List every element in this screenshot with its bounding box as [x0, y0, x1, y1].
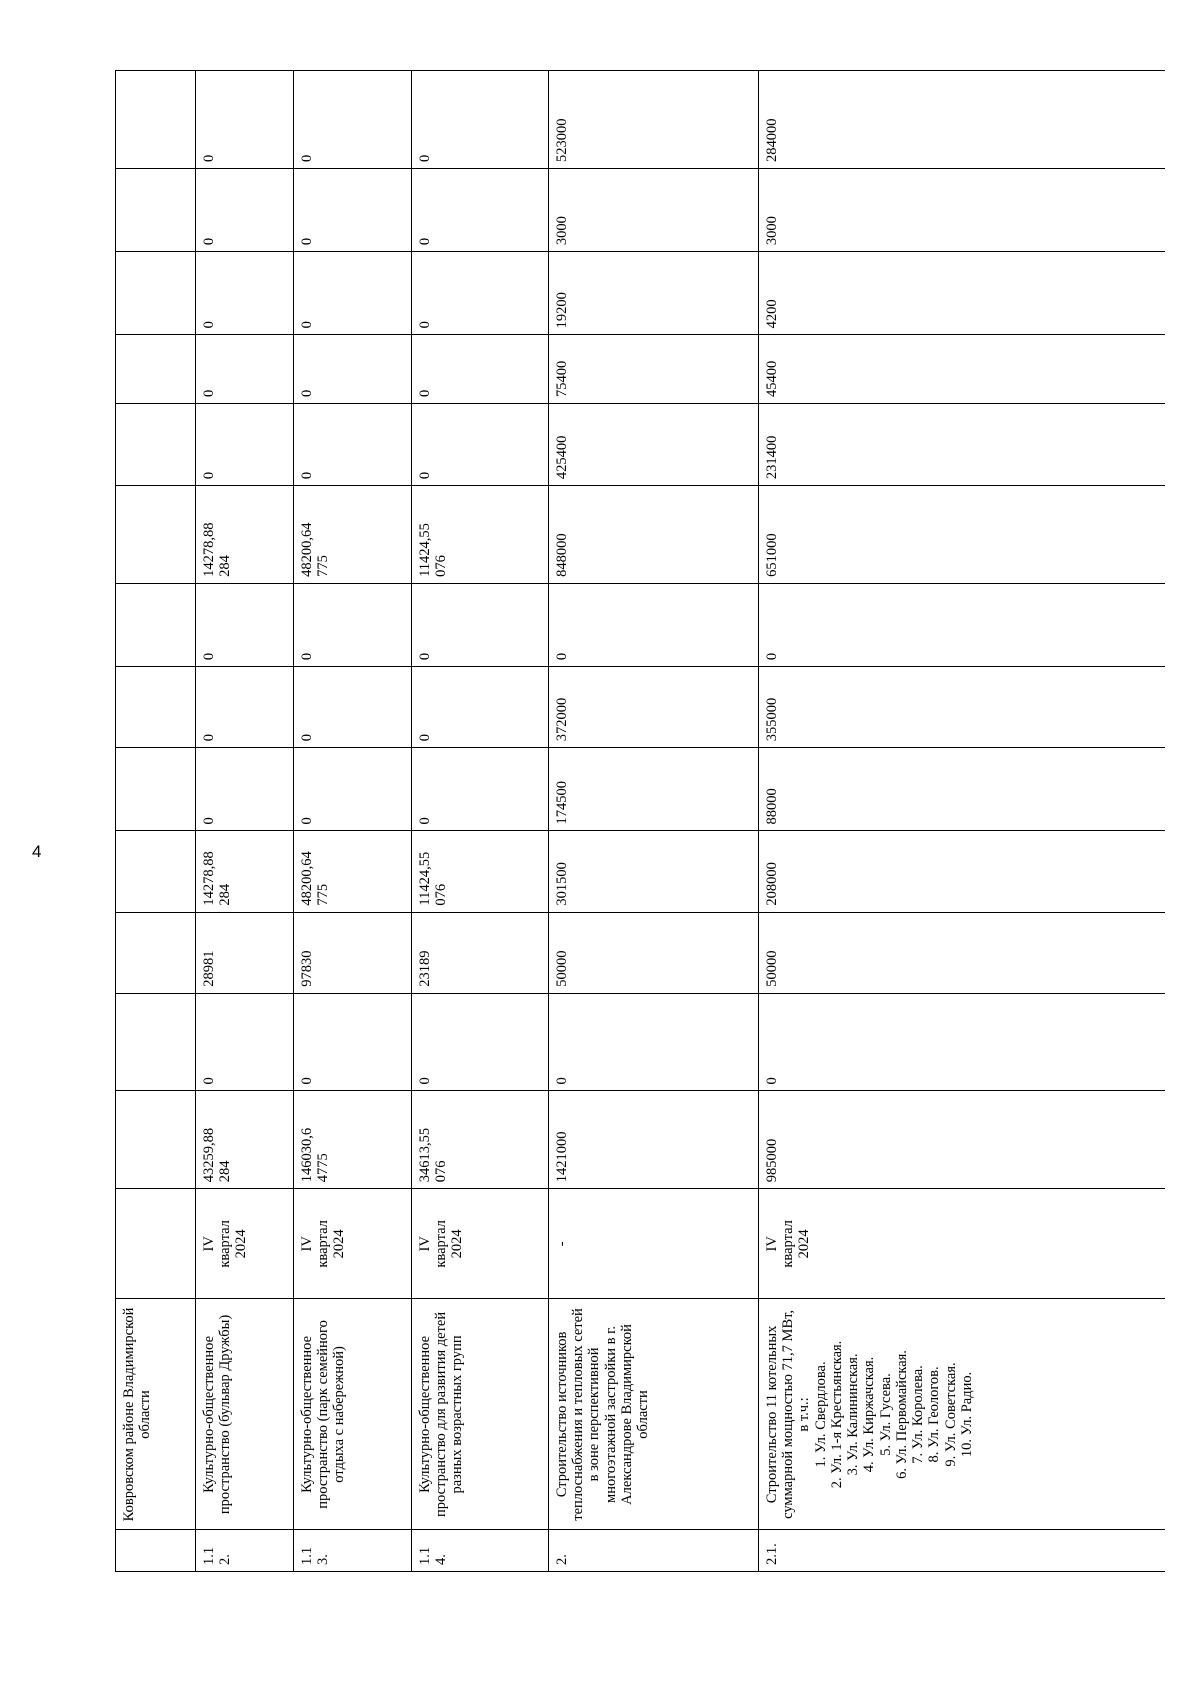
value-cell: 0 — [196, 583, 294, 666]
row-number-cell: 1.1 2. — [196, 1530, 294, 1572]
value-cell: 23189 — [412, 912, 549, 993]
value-cell: 146030,6 4775 — [294, 1091, 412, 1189]
row-number-cell: 2.1. — [759, 1530, 1166, 1572]
value-cell: 174500 — [549, 748, 759, 831]
object-name-cell: Культурно-общественное пространство для развития детей разных возрастных групп — [412, 1299, 549, 1530]
value-cell: 0 — [196, 252, 294, 335]
street-list-item: 7. Ул. Королева. — [910, 1365, 927, 1464]
value-cell: 372000 — [549, 667, 759, 748]
street-list-item: 5. Ул. Гусева. — [877, 1373, 894, 1456]
financing-table — [115, 70, 1165, 1572]
table-row — [759, 71, 1166, 1572]
table-row — [294, 71, 412, 1572]
object-name-cell: Культурно-общественное пространство (парк семейного отдыха с набережной) — [294, 1299, 412, 1530]
value-cell: 985000 — [759, 1091, 1166, 1189]
value-cell: 0 — [412, 993, 549, 1091]
deadline-cell: IV квартал 2024 — [759, 1189, 1166, 1299]
value-cell: 0 — [412, 71, 549, 169]
value-cell: 0 — [412, 403, 549, 485]
value-cell: 1421000 — [549, 1091, 759, 1189]
table-rotation-frame — [115, 70, 1165, 1572]
row-number-cell: 2. — [549, 1530, 759, 1572]
value-cell: 43259,88 284 — [196, 1091, 294, 1189]
value-cell: 284000 — [759, 71, 1166, 169]
street-list-item: 9. Ул. Советская. — [942, 1362, 959, 1467]
value-cell: 0 — [196, 71, 294, 169]
row-number-cell: 1.1 3. — [294, 1530, 412, 1572]
value-cell: 3000 — [759, 168, 1166, 251]
table-row — [549, 71, 759, 1572]
value-cell: 14278,88 284 — [196, 831, 294, 912]
value-cell: 50000 — [759, 912, 1166, 993]
value-cell: 28981 — [196, 912, 294, 993]
value-cell: 0 — [294, 71, 412, 169]
row-number-cell — [116, 1530, 196, 1572]
value-cell: 75400 — [549, 335, 759, 404]
value-cell: 0 — [294, 993, 412, 1091]
value-cell: 0 — [412, 252, 549, 335]
value-cell: 0 — [412, 667, 549, 748]
value-cell: 355000 — [759, 667, 1166, 748]
value-cell: 0 — [294, 335, 412, 404]
value-cell: 0 — [294, 748, 412, 831]
value-cell: 0 — [294, 667, 412, 748]
street-list-item: 1. Ул. Свердлова. — [812, 1361, 829, 1468]
value-cell: 50000 — [549, 912, 759, 993]
street-list-item: 8. Ул. Геологов. — [926, 1366, 943, 1463]
street-list-item: 3. Ул. Калининская. — [845, 1353, 862, 1476]
value-cell: 0 — [412, 335, 549, 404]
object-name-cell — [759, 1299, 1166, 1530]
object-name-text: Строительство 11 котельных суммарной мощностью 71,7 МВт, в т.ч.: — [764, 1310, 813, 1519]
street-list-item: 10. Ул. Радио. — [958, 1371, 975, 1458]
value-cell: 301500 — [549, 831, 759, 912]
value-cell: 45400 — [759, 335, 1166, 404]
value-cell: 0 — [196, 335, 294, 404]
value-cell: 34613,55 076 — [412, 1091, 549, 1189]
street-list-item: 2. Ул. 1-я Крестьянская. — [828, 1340, 845, 1489]
table-row-header — [116, 71, 196, 1572]
page-number: 4 — [32, 842, 42, 861]
value-cell: 11424,55 076 — [412, 486, 549, 584]
value-cell: 0 — [294, 252, 412, 335]
value-cell: 14278,88 284 — [196, 486, 294, 584]
value-cell: 97830 — [294, 912, 412, 993]
value-cell: 4200 — [759, 252, 1166, 335]
value-cell: 231400 — [759, 403, 1166, 485]
value-cell: 0 — [759, 993, 1166, 1091]
value-cell: 11424,55 076 — [412, 831, 549, 912]
value-cell: 3000 — [549, 168, 759, 251]
value-cell: 88000 — [759, 748, 1166, 831]
object-name-cell: Ковровском районе Владимирской области — [116, 1299, 196, 1530]
street-list-item: 6. Ул. Первомайская. — [893, 1350, 910, 1479]
table-row — [412, 71, 549, 1572]
value-cell: 651000 — [759, 486, 1166, 584]
value-cell: 0 — [294, 403, 412, 485]
value-cell: 0 — [412, 168, 549, 251]
value-cell: 0 — [196, 748, 294, 831]
row-number-cell: 1.1 4. — [412, 1530, 549, 1572]
value-cell: 19200 — [549, 252, 759, 335]
deadline-cell: IV квартал 2024 — [196, 1189, 294, 1299]
value-cell: 0 — [549, 583, 759, 666]
value-cell: 48200,64 775 — [294, 486, 412, 584]
object-name-cell: Строительство источников теплоснабжения и тепловых сетей в зоне перспективной многоэтажной застройки в г. Александрове Владимирской области — [549, 1299, 759, 1530]
value-cell: 0 — [294, 168, 412, 251]
value-cell: 48200,64 775 — [294, 831, 412, 912]
street-list-item: 4. Ул. Киржачская. — [861, 1356, 878, 1473]
value-cell: 208000 — [759, 831, 1166, 912]
deadline-cell: - — [549, 1189, 759, 1299]
value-cell: 0 — [412, 583, 549, 666]
value-cell: 425400 — [549, 403, 759, 485]
object-name-cell: Культурно-общественное пространство (бульвар Дружбы) — [196, 1299, 294, 1530]
value-cell: 0 — [196, 667, 294, 748]
table-row — [196, 71, 294, 1572]
value-cell: 0 — [412, 748, 549, 831]
value-cell: 0 — [549, 993, 759, 1091]
value-cell: 0 — [294, 583, 412, 666]
value-cell: 0 — [196, 168, 294, 251]
value-cell: 0 — [196, 993, 294, 1091]
value-cell: 0 — [759, 583, 1166, 666]
value-cell: 0 — [196, 403, 294, 485]
deadline-cell: IV квартал 2024 — [412, 1189, 549, 1299]
value-cell: 523000 — [549, 71, 759, 169]
deadline-cell: IV квартал 2024 — [294, 1189, 412, 1299]
value-cell: 848000 — [549, 486, 759, 584]
